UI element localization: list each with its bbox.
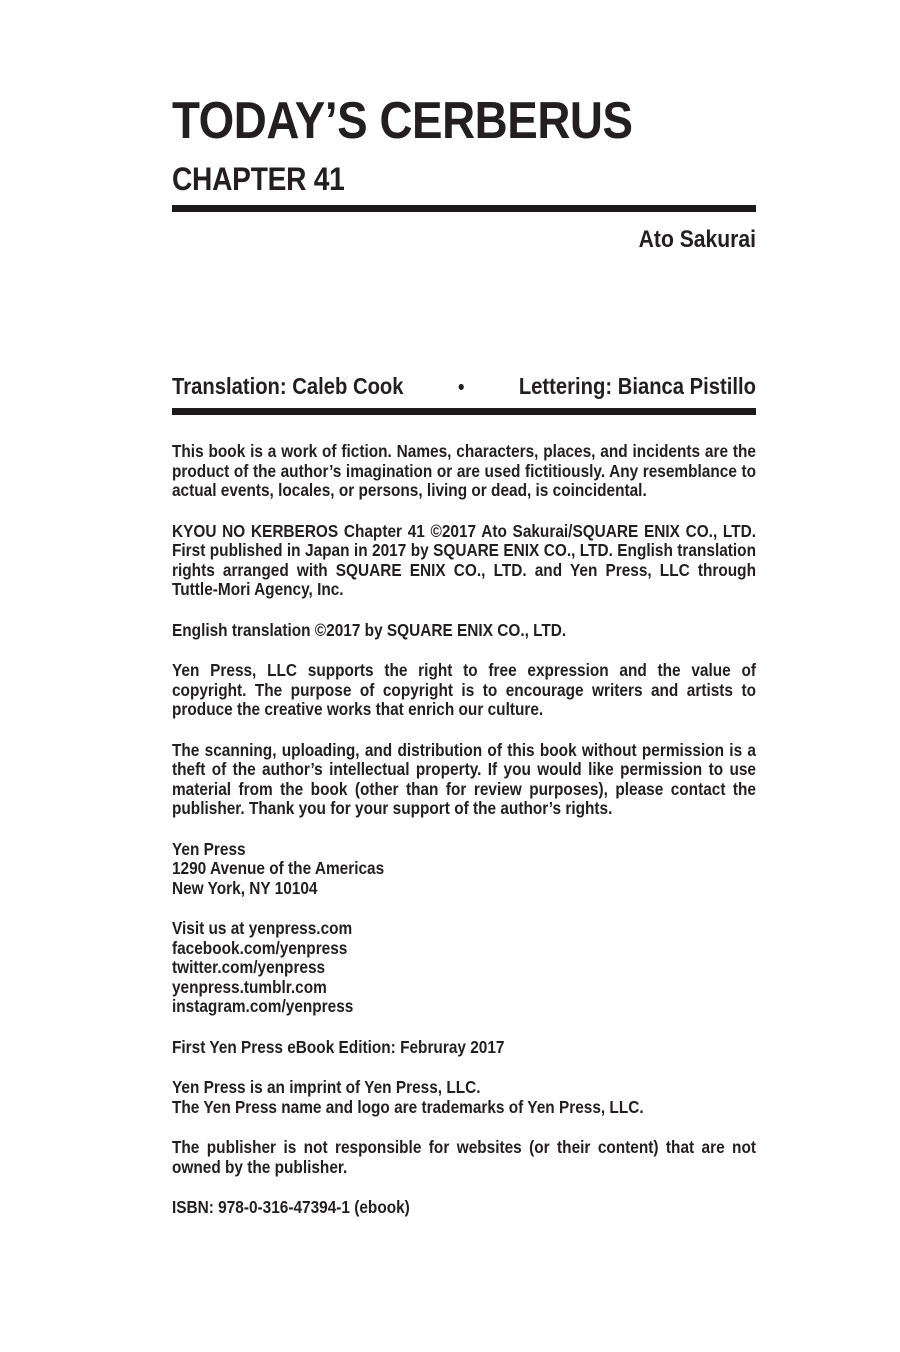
imprint-notice — [172, 1078, 756, 1117]
address-line: Yen Press — [172, 838, 246, 859]
content-column — [172, 0, 756, 1352]
lettering-credit: Lettering: Bianca Pistillo — [518, 373, 756, 399]
page-title: TODAY’S CERBERUS — [172, 92, 633, 150]
credits-line — [172, 373, 756, 401]
address-line: 1290 Avenue of the Americas — [172, 858, 385, 878]
translation-credit: Translation: Caleb Cook — [172, 373, 404, 399]
facebook-link-text: facebook.com/yenpress — [172, 937, 348, 958]
website-disclaimer-paragraph: The publisher is not responsible for websites (or their content) that are not owned by the publisher. — [172, 1137, 756, 1177]
chapter-heading: CHAPTER 41 — [172, 161, 345, 197]
fiction-notice-paragraph: This book is a work of fiction. Names, characters, places, and incidents are the product of the author’s imagination or are used fictitiously. Any resemblance to actual events, locales, or persons, living or dead, is coincidental. — [172, 441, 756, 500]
publisher-links — [172, 919, 756, 1017]
credits-divider-rule — [172, 408, 756, 415]
ebook-edition-line: First Yen Press eBook Edition: Februray 2017 — [172, 1036, 505, 1057]
imprint-line: Yen Press is an imprint of Yen Press, LLC. — [172, 1077, 481, 1097]
website-link-text: Visit us at yenpress.com — [172, 918, 353, 938]
imprint-line: The Yen Press name and logo are trademarks of Yen Press, LLC. — [172, 1096, 644, 1117]
publisher-address — [172, 840, 756, 899]
bullet-separator-icon: • — [457, 376, 465, 399]
tumblr-link-text: yenpress.tumblr.com — [172, 976, 327, 997]
address-line: New York, NY 10104 — [172, 877, 318, 898]
instagram-link-text: instagram.com/yenpress — [172, 996, 354, 1016]
original-copyright-paragraph: KYOU NO KERBEROS Chapter 41 ©2017 Ato Sakurai/SQUARE ENIX CO., LTD. First published in Japan in 2017 by SQUARE ENIX CO., LTD. English translation rights arranged with SQUARE ENIX CO., LTD. and Yen Press, LLC through Tuttle-Mori Agency, Inc. — [172, 520, 756, 599]
piracy-notice-paragraph: The scanning, uploading, and distribution of this book without permission is a theft of the author’s intellectual property. If you would like permission to use material from the book (other than for review purposes), please contact the publisher. Thank you for your support of the author’s rights. — [172, 739, 756, 818]
translation-copyright-paragraph: English translation ©2017 by SQUARE ENIX CO., LTD. — [172, 619, 567, 640]
twitter-link-text: twitter.com/yenpress — [172, 957, 326, 977]
free-expression-paragraph: Yen Press, LLC supports the right to free expression and the value of copyright. The purpose of copyright is to encourage writers and artists to produce the creative works that enrich our culture. — [172, 660, 756, 719]
author-name: Ato Sakurai — [638, 226, 756, 253]
isbn-line: ISBN: 978-0-316-47394-1 (ebook) — [172, 1197, 410, 1217]
title-divider-rule — [172, 205, 756, 212]
